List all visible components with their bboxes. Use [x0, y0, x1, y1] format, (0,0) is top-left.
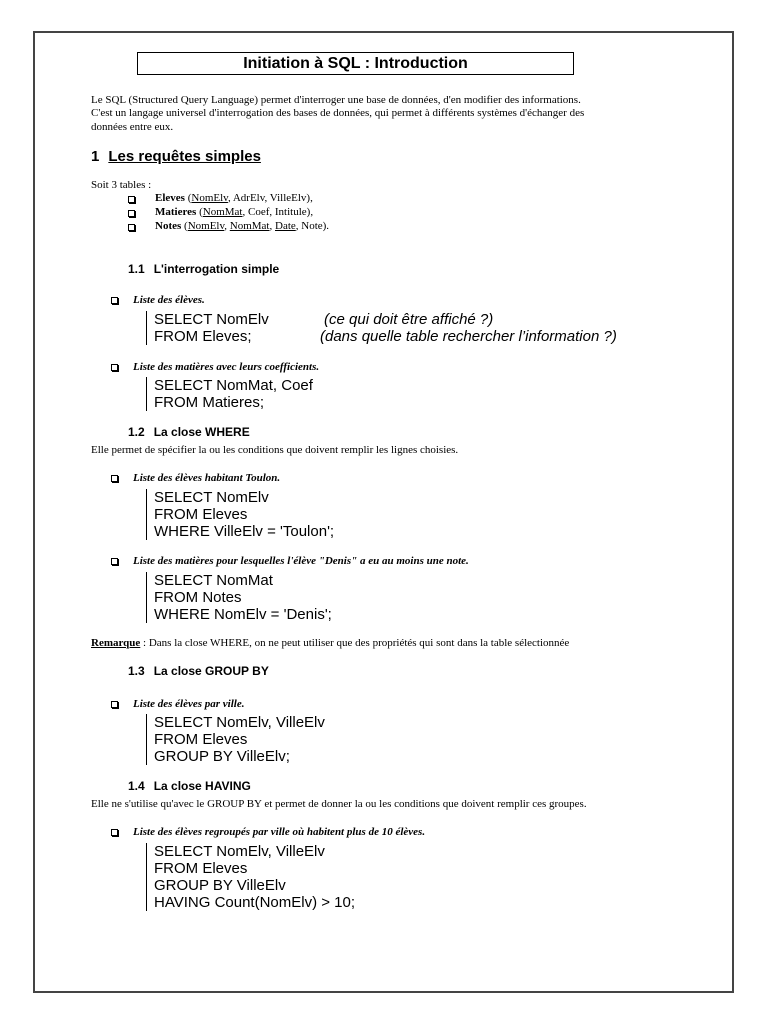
primary-key: NomMat: [202, 206, 243, 218]
table-name: Eleves: [155, 192, 185, 204]
sql-comment: (dans quelle table rechercher l’information ?): [320, 328, 617, 345]
table-name: Matieres: [155, 206, 197, 218]
intro-line-3: données entre eux.: [91, 121, 174, 133]
tables-intro: Soit 3 tables :: [91, 179, 152, 191]
bullet-icon: [111, 475, 118, 482]
subsection-description: Elle ne s'utilise qu'avec le GROUP BY et permet de donner la ou les conditions que doivent remplir ces groupes.: [91, 798, 587, 810]
sql-line: SELECT NomElv: [154, 311, 269, 328]
subsection-description: Elle permet de spécifier la ou les conditions que doivent remplir les lignes choisies.: [91, 444, 459, 456]
bullet-icon: [111, 701, 118, 708]
intro-line-1: Le SQL (Structured Query Language) permet d'interroger une base de données, d'en modifier des informations.: [91, 94, 581, 106]
sql-line: FROM Eleves: [154, 860, 248, 877]
sql-line: FROM Eleves: [154, 506, 248, 523]
bullet-icon: [128, 210, 135, 217]
subsection-1-2-heading: 1.2 La close WHERE: [128, 425, 250, 439]
table-item-eleves: Eleves (NomElv, AdrElv, VilleElv),: [155, 192, 313, 204]
sql-line: FROM Eleves: [154, 731, 248, 748]
bullet-icon: [111, 297, 118, 304]
bullet-icon: [111, 558, 118, 565]
sql-line: GROUP BY VilleElv: [154, 877, 286, 894]
sql-line: SELECT NomMat: [154, 572, 273, 589]
sql-block: [146, 572, 332, 623]
query-label: Liste des matières pour lesquelles l'élève "Denis" a eu au moins une note.: [133, 555, 469, 567]
remark-label: Remarque: [91, 637, 141, 649]
bullet-icon: [111, 829, 118, 836]
sql-block: [146, 843, 355, 911]
sql-comment: (ce qui doit être affiché ?): [324, 311, 494, 328]
sql-line: SELECT NomElv: [154, 489, 269, 506]
query-label: Liste des élèves habitant Toulon.: [133, 472, 281, 484]
sql-line: HAVING Count(NomElv) > 10;: [154, 894, 356, 911]
sql-block: [146, 311, 269, 345]
table-item-matieres: Matieres (NomMat, Coef, Intitule),: [155, 206, 314, 218]
query-label: Liste des élèves regroupés par ville où habitent plus de 10 élèves.: [133, 826, 426, 838]
table-name: Notes: [155, 220, 182, 232]
query-label: Liste des matières avec leurs coefficients.: [133, 361, 320, 373]
section-number: 1: [91, 148, 100, 165]
bullet-icon: [111, 364, 118, 371]
subsection-1-3-heading: 1.3 La close GROUP BY: [128, 664, 269, 678]
sql-line: SELECT NomElv, VilleElv: [154, 714, 325, 731]
query-label: Liste des élèves.: [133, 294, 205, 306]
sql-block: [146, 489, 334, 540]
bullet-icon: [128, 196, 135, 203]
page-title: Initiation à SQL : Introduction: [137, 52, 574, 75]
sql-block: [146, 714, 325, 765]
primary-key: NomElv: [187, 220, 225, 232]
sql-line: WHERE VilleElv = 'Toulon';: [154, 523, 335, 540]
primary-key: NomElv: [191, 192, 228, 204]
primary-key: NomMat: [229, 220, 270, 232]
subsection-1-1-heading: 1.1 L'interrogation simple: [128, 262, 280, 276]
sql-line: FROM Notes: [154, 589, 242, 606]
sql-line: WHERE NomElv = 'Denis';: [154, 606, 332, 623]
table-item-notes: Notes (NomElv, NomMat, Date, Note).: [155, 220, 330, 232]
sql-line: FROM Eleves;: [154, 328, 252, 345]
bullet-icon: [128, 224, 135, 231]
query-label: Liste des élèves par ville.: [133, 698, 245, 710]
remark: [91, 636, 569, 650]
page-border: [33, 31, 734, 993]
intro-line-2: C'est un langage universel d'interrogation des bases de données, qui permet à différents systèmes d'échanger des: [91, 107, 585, 119]
sql-line: GROUP BY VilleElv;: [154, 748, 290, 765]
subsection-1-4-heading: 1.4 La close HAVING: [128, 779, 251, 793]
remark-text: : Dans la close WHERE, on ne peut utiliser que des propriétés qui sont dans la table sélectionnée: [140, 637, 570, 649]
sql-block: [146, 377, 313, 411]
section-title: Les requêtes simples: [108, 148, 261, 165]
section-1-heading: [91, 148, 261, 165]
sql-line: FROM Matieres;: [154, 394, 265, 411]
sql-line: SELECT NomElv, VilleElv: [154, 843, 325, 860]
sql-line: SELECT NomMat, Coef: [154, 377, 313, 394]
primary-key: Date: [275, 220, 296, 232]
